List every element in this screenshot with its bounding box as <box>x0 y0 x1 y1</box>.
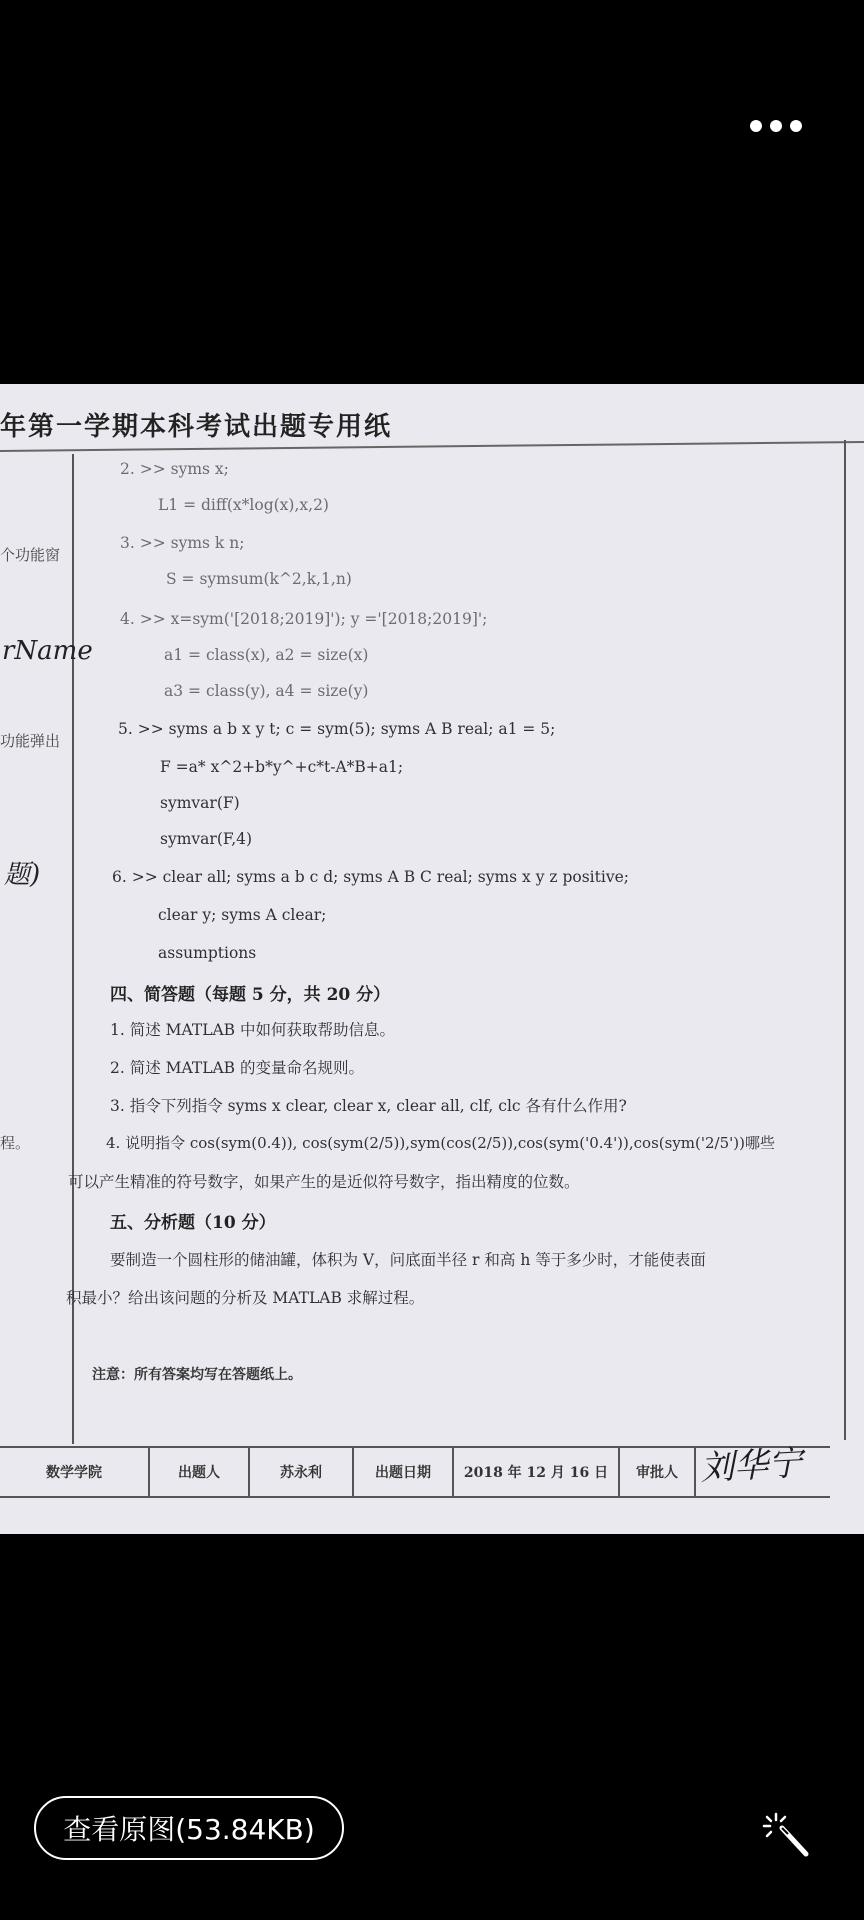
question-line: S = symsum(k^2,k,1,n) <box>166 570 352 588</box>
magic-wand-icon[interactable] <box>760 1808 816 1864</box>
more-horizontal-icon-dot <box>790 120 802 132</box>
view-original-label: 查看原图(53.84KB) <box>63 1813 315 1846</box>
exam-note: 注意：所有答案均写在答题纸上。 <box>92 1367 302 1383</box>
side-handwriting: rName <box>2 636 93 666</box>
question-line: 4. 说明指令 cos(sym(0.4)), cos(sym(2/5)),sym(cos(2/5)),cos(sym('0.4')),cos(sym('2/5'))哪些 <box>106 1134 775 1152</box>
side-note: 个功能窗 <box>0 546 61 564</box>
question-line: 5. >> syms a b x y t; c = sym(5); syms A B real; a1 = 5; <box>118 720 556 738</box>
question-line: 3. 指令下列指令 syms x clear, clear x, clear all, clf, clc 各有什么作用? <box>110 1097 627 1115</box>
footer-date: 2018 年 12 月 16 日 <box>454 1448 620 1496</box>
question-line: 积最小？给出该问题的分析及 MATLAB 求解过程。 <box>66 1289 425 1307</box>
footer-reviewer-label: 审批人 <box>620 1448 696 1496</box>
exam-paper-photo <box>0 384 864 1534</box>
side-note: 程。 <box>0 1134 31 1152</box>
question-line: clear y; syms A clear; <box>158 906 327 924</box>
question-line: 6. >> clear all; syms a b c d; syms A B C real; syms x y z positive; <box>112 868 629 886</box>
section-heading: 五、分析题（10 分） <box>110 1213 276 1233</box>
more-horizontal-icon-dot <box>770 120 782 132</box>
side-note: 功能弹出 <box>0 732 61 750</box>
question-line: 2. >> syms x; <box>120 460 229 478</box>
question-line: 2. 简述 MATLAB 的变量命名规则。 <box>110 1059 365 1077</box>
side-handwriting: 题) <box>4 860 41 890</box>
question-line: 4. >> x=sym('[2018;2019]'); y ='[2018;2019]'; <box>120 610 488 628</box>
question-line: assumptions <box>158 944 257 962</box>
question-line: symvar(F) <box>160 794 240 812</box>
more-options-button[interactable] <box>740 110 810 142</box>
paper-title: 年第一学期本科考试出题专用纸 <box>0 412 393 442</box>
question-line: 3. >> syms k n; <box>120 534 245 552</box>
question-line: 1. 简述 MATLAB 中如何获取帮助信息。 <box>110 1021 396 1039</box>
section-heading: 四、简答题（每题 5 分，共 20 分） <box>110 985 391 1005</box>
question-line: F =a* x^2+b*y^+c*t-A*B+a1; <box>160 758 404 776</box>
footer-author-label: 出题人 <box>150 1448 250 1496</box>
question-line: a3 = class(y), a4 = size(y) <box>164 682 369 700</box>
footer-school: 数学学院 <box>0 1448 150 1496</box>
footer-author: 苏永利 <box>250 1448 354 1496</box>
reviewer-signature: 刘华宁 <box>699 1443 804 1489</box>
question-line: a1 = class(x), a2 = size(x) <box>164 646 369 664</box>
frame-right-border <box>844 440 846 1440</box>
more-horizontal-icon <box>750 120 762 132</box>
footer-date-label: 出题日期 <box>354 1448 454 1496</box>
view-original-button[interactable] <box>34 1796 344 1860</box>
question-line: L1 = diff(x*log(x),x,2) <box>158 496 329 514</box>
question-line: 要制造一个圆柱形的储油罐，体积为 V，问底面半径 r 和高 h 等于多少时，才能使表面 <box>110 1251 706 1269</box>
question-line: 可以产生精准的符号数字，如果产生的是近似符号数字，指出精度的位数。 <box>68 1173 580 1191</box>
question-line: symvar(F,4) <box>160 830 253 848</box>
